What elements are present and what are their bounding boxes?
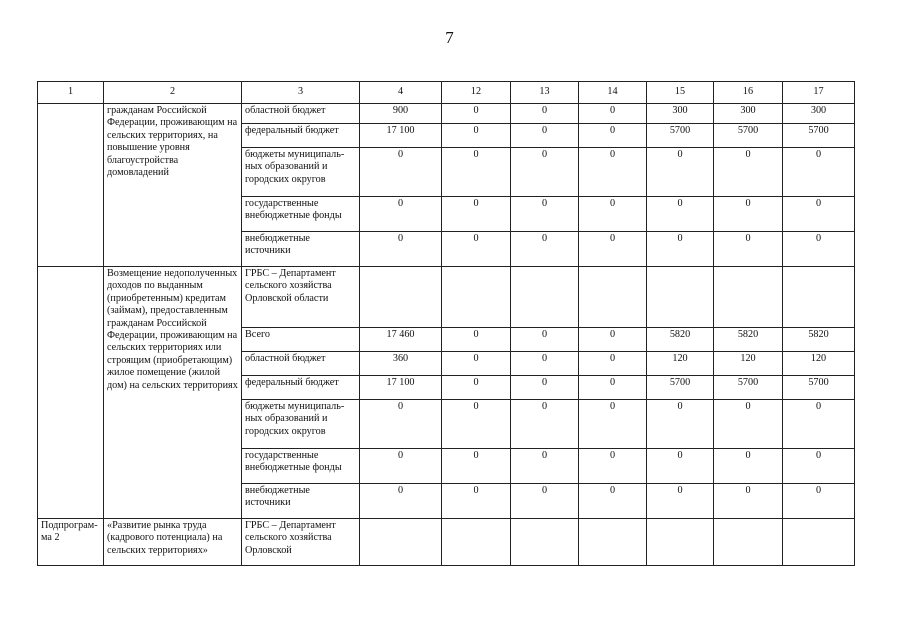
value-cell: 17 460 (360, 328, 442, 352)
value-cell: 0 (511, 148, 579, 197)
value-cell: 0 (360, 148, 442, 197)
value-cell: 0 (647, 148, 714, 197)
value-cell: 120 (714, 352, 783, 376)
program-cell: Подпрограм-ма 2 (38, 519, 104, 566)
funding-source: ГРБС – Департамент сельского хозяйства Орловской (242, 519, 360, 566)
value-cell: 0 (579, 232, 647, 267)
value-cell: 0 (714, 197, 783, 232)
value-cell: 5820 (714, 328, 783, 352)
value-cell: 0 (442, 104, 511, 124)
value-cell: 0 (647, 197, 714, 232)
funding-source: внебюджетные источники (242, 232, 360, 267)
value-cell: 0 (783, 400, 855, 449)
column-header: 15 (647, 82, 714, 104)
column-header: 14 (579, 82, 647, 104)
funding-source: Всего (242, 328, 360, 352)
value-cell: 0 (579, 328, 647, 352)
funding-source: федеральный бюджет (242, 376, 360, 400)
value-cell: 0 (783, 484, 855, 519)
value-cell (511, 519, 579, 566)
column-header: 4 (360, 82, 442, 104)
budget-table (37, 81, 855, 566)
value-cell (579, 519, 647, 566)
value-cell (647, 267, 714, 328)
value-cell: 0 (579, 148, 647, 197)
measure-description: Возмещение недополученных доходов по выданным (приобретенным) кредитам (займам), предоставленным гражданам Российской Федерации, проживающим на сельских территориях или строящим (приобретающим) жилое помещение (жилой дом) на сельских территориях (104, 267, 242, 519)
value-cell: 0 (511, 400, 579, 449)
value-cell: 0 (442, 352, 511, 376)
value-cell: 0 (442, 197, 511, 232)
value-cell: 0 (442, 232, 511, 267)
column-header: 1 (38, 82, 104, 104)
value-cell: 0 (360, 232, 442, 267)
value-cell: 0 (511, 104, 579, 124)
value-cell: 0 (511, 484, 579, 519)
value-cell: 0 (579, 449, 647, 484)
value-cell: 300 (647, 104, 714, 124)
value-cell (647, 519, 714, 566)
value-cell: 17 100 (360, 124, 442, 148)
value-cell (783, 519, 855, 566)
value-cell: 0 (647, 484, 714, 519)
funding-source: ГРБС – Департамент сельского хозяйства Орловской области (242, 267, 360, 328)
column-header: 17 (783, 82, 855, 104)
column-header: 2 (104, 82, 242, 104)
value-cell: 0 (442, 376, 511, 400)
value-cell: 120 (647, 352, 714, 376)
funding-source: федеральный бюджет (242, 124, 360, 148)
value-cell: 0 (714, 232, 783, 267)
value-cell: 5700 (647, 124, 714, 148)
value-cell (714, 519, 783, 566)
value-cell: 5700 (714, 376, 783, 400)
value-cell: 0 (714, 484, 783, 519)
table-row (38, 104, 855, 124)
value-cell: 0 (783, 232, 855, 267)
value-cell: 900 (360, 104, 442, 124)
program-cell (38, 104, 104, 267)
value-cell: 0 (511, 376, 579, 400)
value-cell: 0 (442, 484, 511, 519)
funding-source: государственные внебюджетные фонды (242, 449, 360, 484)
value-cell: 0 (579, 104, 647, 124)
value-cell: 0 (511, 232, 579, 267)
column-header: 13 (511, 82, 579, 104)
program-cell (38, 267, 104, 519)
value-cell: 0 (579, 352, 647, 376)
value-cell: 0 (360, 400, 442, 449)
value-cell (714, 267, 783, 328)
value-cell: 0 (647, 400, 714, 449)
value-cell: 0 (442, 449, 511, 484)
funding-source: государственные внебюджетные фонды (242, 197, 360, 232)
value-cell: 0 (714, 449, 783, 484)
value-cell: 0 (783, 148, 855, 197)
funding-source: областной бюджет (242, 352, 360, 376)
value-cell (442, 519, 511, 566)
column-header: 3 (242, 82, 360, 104)
value-cell: 300 (783, 104, 855, 124)
value-cell: 0 (783, 449, 855, 484)
value-cell: 0 (579, 197, 647, 232)
value-cell: 5700 (783, 124, 855, 148)
value-cell: 0 (579, 484, 647, 519)
value-cell: 0 (360, 484, 442, 519)
value-cell: 0 (579, 376, 647, 400)
value-cell: 0 (442, 148, 511, 197)
value-cell (511, 267, 579, 328)
value-cell (579, 267, 647, 328)
header-row (38, 82, 855, 104)
table-row (38, 267, 855, 328)
value-cell: 0 (647, 449, 714, 484)
funding-source: бюджеты муниципаль-ных образований и городских округов (242, 400, 360, 449)
funding-source: областной бюджет (242, 104, 360, 124)
value-cell: 0 (511, 328, 579, 352)
measure-description: «Развитие рынка труда (кадрового потенциала) на сельских территориях» (104, 519, 242, 566)
table-row (38, 519, 855, 566)
value-cell: 0 (714, 400, 783, 449)
value-cell: 0 (360, 197, 442, 232)
value-cell: 5700 (783, 376, 855, 400)
funding-source: внебюджетные источники (242, 484, 360, 519)
funding-source: бюджеты муниципаль-ных образований и городских округов (242, 148, 360, 197)
value-cell: 0 (442, 400, 511, 449)
value-cell: 0 (511, 124, 579, 148)
value-cell: 0 (647, 232, 714, 267)
column-header: 16 (714, 82, 783, 104)
value-cell: 0 (511, 352, 579, 376)
column-header: 12 (442, 82, 511, 104)
value-cell: 0 (442, 328, 511, 352)
value-cell: 0 (511, 449, 579, 484)
measure-description: гражданам Российской Федерации, проживающим на сельских территориях, на повышение уровня благоустройства домовладений (104, 104, 242, 267)
value-cell (442, 267, 511, 328)
value-cell: 0 (511, 197, 579, 232)
value-cell: 120 (783, 352, 855, 376)
page-number: 7 (445, 28, 454, 47)
value-cell: 0 (442, 124, 511, 148)
value-cell: 0 (714, 148, 783, 197)
value-cell: 5820 (647, 328, 714, 352)
value-cell: 5820 (783, 328, 855, 352)
value-cell: 0 (579, 124, 647, 148)
value-cell: 360 (360, 352, 442, 376)
value-cell: 0 (783, 197, 855, 232)
value-cell: 5700 (714, 124, 783, 148)
value-cell: 17 100 (360, 376, 442, 400)
value-cell (360, 267, 442, 328)
value-cell: 0 (360, 449, 442, 484)
value-cell: 0 (579, 400, 647, 449)
value-cell (360, 519, 442, 566)
value-cell: 5700 (647, 376, 714, 400)
value-cell: 300 (714, 104, 783, 124)
value-cell (783, 267, 855, 328)
